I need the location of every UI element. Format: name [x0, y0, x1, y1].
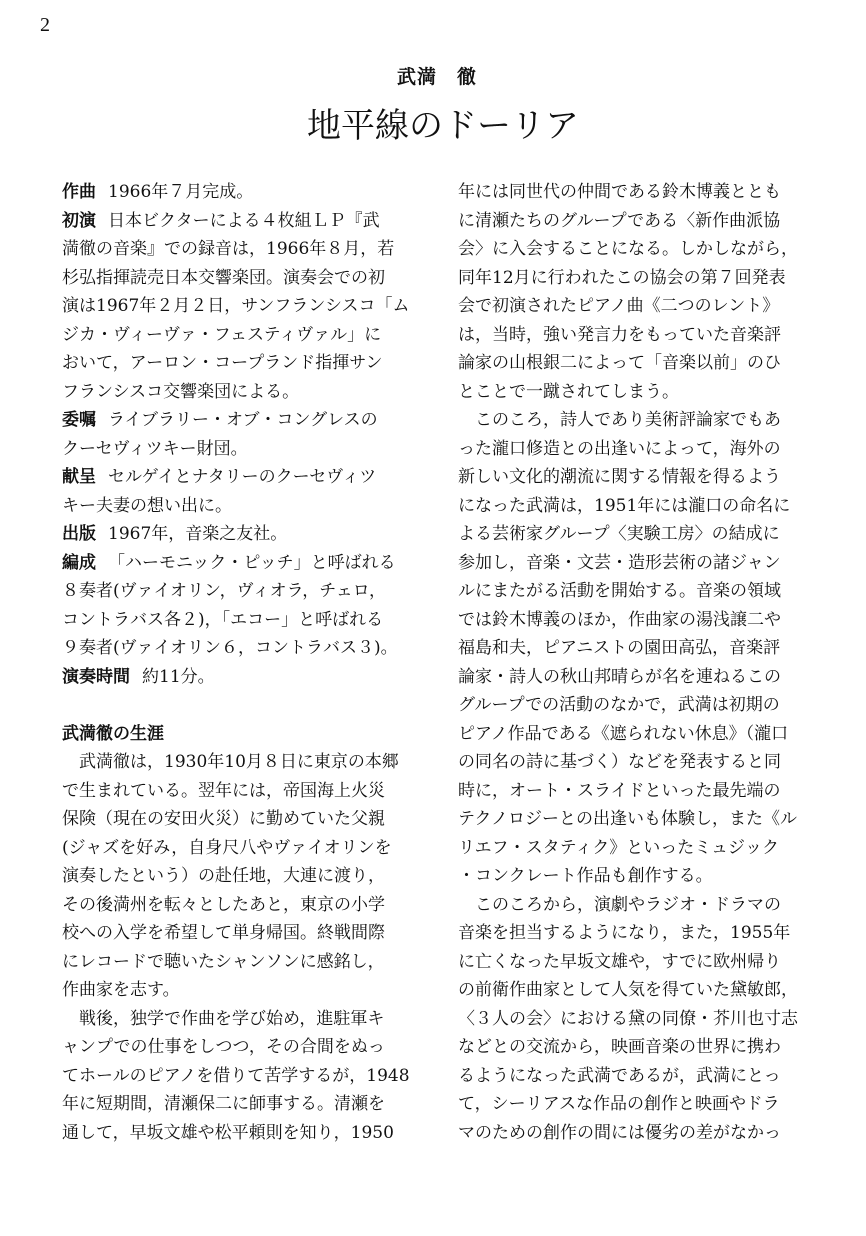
- body-line: 会で初演されたピアノ曲《二つのレント》: [458, 296, 780, 316]
- body-line: にレコードで聴いたシャンソンに感銘し，: [62, 951, 385, 972]
- left-column: [62, 178, 434, 1147]
- body-line: に亡くなった早坂文雄や，すでに欧州帰り: [458, 951, 782, 972]
- info-composition: [62, 178, 434, 207]
- body-line: になった武満は，1951年には瀧口の命名に: [458, 495, 791, 516]
- info-text: 約11分。: [142, 666, 215, 687]
- body-line: テクノロジーとの出逢いも体験し，また《ル: [458, 809, 797, 829]
- body-line: てホールのピアノを借りて苦学するが，1948: [62, 1065, 410, 1086]
- info-label: 委嘱: [62, 410, 96, 430]
- page-number: 2: [40, 14, 50, 36]
- info-text: ライブラリー・オブ・コングレスの: [108, 410, 378, 430]
- body-line: ピアノ作品である《遮られない休息》（瀧口: [458, 723, 789, 744]
- body-line: ルにまたがる活動を開始する。音楽の領域: [458, 581, 781, 601]
- info-text: 日本ビクターによる４枚組ＬＰ『武: [108, 210, 380, 231]
- body-line: 論家・詩人の秋山邦晴らが名を連ねるこの: [458, 666, 781, 687]
- body-line: 論家の山根銀二によって「音楽以前」のひ: [458, 353, 781, 373]
- info-instrumentation: [62, 549, 434, 578]
- body-line: 時に，オート・スライドといった最先端の: [458, 780, 781, 801]
- info-text: 「ハーモニック・ピッチ」と呼ばれる: [108, 552, 396, 573]
- body-line: るようになった武満であるが，武満にとっ: [458, 1065, 781, 1086]
- body-line: 校への入学を希望して単身帰国。終戦間際: [62, 923, 385, 943]
- section-heading: 武満徹の生涯: [62, 723, 164, 744]
- body-line: 〈３人の会〉における黛の同僚・芥川也寸志: [458, 1008, 798, 1029]
- body-line: の前衛作曲家として人気を得ていた黛敏郎，: [458, 980, 798, 1000]
- body-line: 同年12月に行われたこの協会の第７回発表: [458, 267, 786, 288]
- body-line: 演奏したという）の赴任地，大連に渡り，: [62, 866, 385, 886]
- body-line: 福島和夫，ピアニストの園田高弘，音楽評: [458, 638, 781, 658]
- body-line: よる芸術家グループ〈実験工房〉の結成に: [458, 524, 780, 544]
- section-spacer: [62, 691, 434, 720]
- info-label: 編成: [62, 552, 96, 573]
- body-line: 新しい文化的潮流に関する情報を得るよう: [458, 467, 781, 487]
- info-label: 出版: [62, 524, 96, 544]
- body-line: て，シーリアスな作品の創作と映画やドラ: [458, 1094, 780, 1114]
- body-line: は，当時，強い発言力をもっていた音楽評: [458, 324, 781, 345]
- body-line: ャンプでの仕事をしつつ，その合間をぬっ: [62, 1037, 385, 1057]
- body-line: などとの交流から，映画音楽の世界に携わ: [458, 1037, 781, 1057]
- info-publication: [62, 520, 434, 549]
- body-line: (ジャズを好み，自身尺八やヴァイオリンを: [62, 837, 392, 858]
- right-column: [458, 178, 830, 1147]
- body-line: グループでの活動のなかで，武満は初期の: [458, 695, 780, 715]
- work-title: 地平線のドーリア: [307, 106, 579, 146]
- body-line: では鈴木博義のほか，作曲家の湯浅譲二や: [458, 609, 781, 630]
- body-line: とことで一蹴されてしまう。: [458, 381, 679, 402]
- body-line: 作曲家を志す。: [62, 980, 180, 1000]
- body-line: 通して，早坂文雄や松平頼則を知り，1950: [62, 1122, 394, 1143]
- body-line: 武満徹は，1930年10月８日に東京の本郷: [62, 752, 399, 772]
- body-line: 年には同世代の仲間である鈴木博義ととも: [458, 182, 781, 202]
- body-line: このころ，詩人であり美術評論家でもあ: [458, 410, 781, 430]
- info-text-line: 杉弘指揮読売日本交響楽団。演奏会での初: [62, 267, 385, 288]
- info-text: 1966年７月完成。: [108, 182, 254, 202]
- info-label: 初演: [62, 210, 96, 231]
- info-text-line: クーセヴィツキー財団。: [62, 438, 248, 459]
- body-line: その後満州を転々としたあと，東京の小学: [62, 894, 385, 915]
- info-text-line: おいて，アーロン・コープランド指揮サン: [62, 353, 383, 373]
- info-duration: [62, 663, 434, 692]
- body-line: 会〉に入会することになる。しかしながら，: [458, 239, 798, 259]
- info-label: 作曲: [62, 182, 96, 202]
- body-line: で生まれている。翌年には，帝国海上火災: [62, 780, 385, 801]
- body-line: った瀧口修造との出逢いによって，海外の: [458, 438, 781, 459]
- body-line: リエフ・スタティク》といったミュジック: [458, 837, 779, 858]
- body-line: 参加し，音楽・文芸・造形芸術の諸ジャン: [458, 552, 781, 573]
- info-text-line: コントラバス各２)，「エコー」と呼ばれる: [62, 609, 384, 630]
- body-line: に清瀬たちのグループである〈新作曲派協: [458, 210, 781, 231]
- body-line: マのための創作の間には優劣の差がなかっ: [458, 1122, 781, 1143]
- body-line: 保険（現在の安田火災）に勤めていた父親: [62, 809, 385, 829]
- body-line: 戦後，独学で作曲を学び始め，進駐軍キ: [62, 1008, 385, 1029]
- info-label: 演奏時間: [62, 666, 130, 687]
- info-text-line: 演は1967年２月２日，サンフランシスコ「ム: [62, 296, 410, 316]
- info-text-line: キー夫妻の想い出に。: [62, 495, 232, 516]
- body-line: このころから，演劇やラジオ・ドラマの: [458, 894, 781, 915]
- info-commission: [62, 406, 434, 435]
- body-line: 年に短期間，清瀬保二に師事する。清瀬を: [62, 1094, 385, 1114]
- info-text: セルゲイとナタリーのクーセヴィツ: [108, 467, 377, 487]
- info-text-line: ８奏者(ヴァイオリン，ヴィオラ，チェロ，: [62, 581, 387, 601]
- body-line: 音楽を担当するようになり，また，1955年: [458, 923, 791, 943]
- info-premiere: [62, 207, 434, 236]
- info-label: 献呈: [62, 467, 96, 487]
- info-text-line: ジカ・ヴィーヴァ・フェスティヴァル」に: [62, 324, 382, 345]
- info-text-line: 満徹の音楽』での録音は，1966年８月，若: [62, 239, 395, 259]
- body-line: ・コンクレート作品も創作する。: [458, 866, 713, 886]
- body-line: の同名の詩に基づく）などを発表すると同: [458, 752, 781, 772]
- info-dedication: [62, 463, 434, 492]
- composer-name: 武満 徹: [396, 66, 477, 88]
- info-text-line: フランシスコ交響楽団による。: [62, 381, 300, 402]
- info-text-line: ９奏者(ヴァイオリン６，コントラバス３)。: [62, 638, 398, 658]
- info-text: 1967年，音楽之友社。: [108, 524, 288, 544]
